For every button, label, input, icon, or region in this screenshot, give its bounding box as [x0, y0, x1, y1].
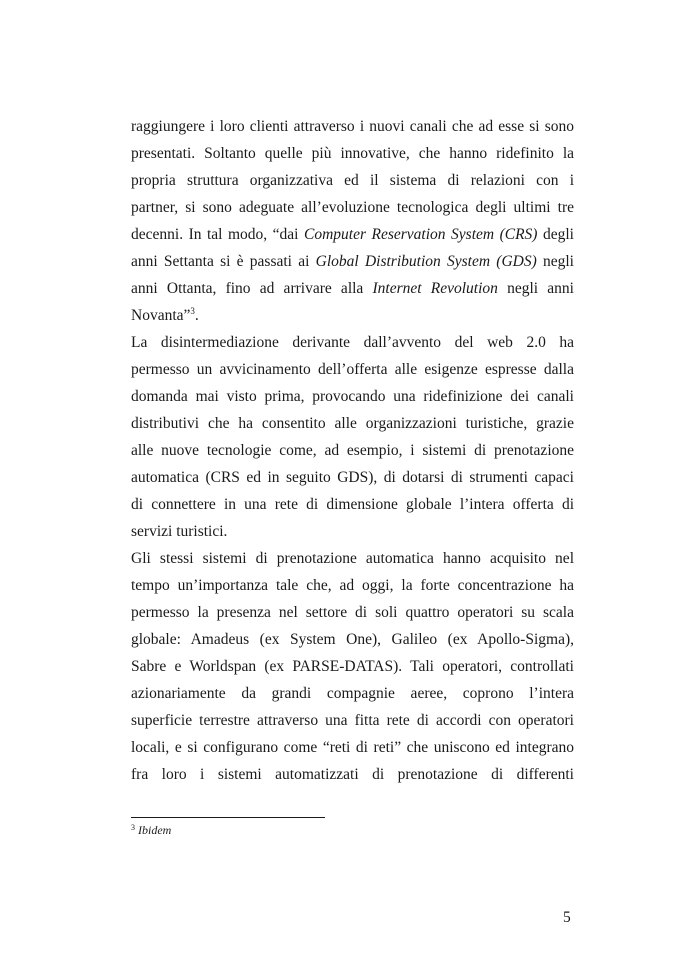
text-line: tempo un’importanza tale che, ad oggi, la forte concentrazione ha: [131, 577, 574, 594]
text-line: La disintermediazione derivante dall’avvento del web 2.0 ha: [131, 334, 574, 351]
footnote-text: Ibidem: [138, 823, 172, 837]
text-line: superficie terrestre attraverso una fitta rete di accordi con operatori: [131, 712, 574, 729]
page-number: 5: [563, 909, 571, 926]
footnote-number: 3: [131, 823, 135, 832]
text-line: decenni. In tal modo, “dai Computer Reservation System (CRS) degli: [131, 226, 574, 243]
text-line: distributivi che ha consentito alle organizzazioni turistiche, grazie: [131, 415, 574, 432]
text-line: locali, e si configurano come “reti di reti” che uniscono ed integrano: [131, 739, 574, 756]
text-line: Gli stessi sistemi di prenotazione automatica hanno acquisito nel: [131, 550, 574, 567]
text-line: partner, si sono adeguate all’evoluzione tecnologica degli ultimi tre: [131, 199, 574, 216]
text-line: Sabre e Worldspan (ex PARSE-DATAS). Tali operatori, controllati: [131, 658, 574, 675]
text-line: di connettere in una rete di dimensione globale l’intera offerta di: [131, 496, 574, 513]
text-line: raggiungere i loro clienti attraverso i nuovi canali che ad esse si sono: [131, 118, 574, 135]
text-line: anni Ottanta, fino ad arrivare alla Internet Revolution negli anni: [131, 280, 574, 297]
text-line: domanda mai visto prima, provocando una ridefinizione dei canali: [131, 388, 574, 405]
text-line: anni Settanta si è passati ai Global Distribution System (GDS) negli: [131, 253, 574, 270]
text-line: presentati. Soltanto quelle più innovative, che hanno ridefinito la: [131, 145, 574, 162]
text-line: permesso un avvicinamento dell’offerta alle esigenze espresse dalla: [131, 361, 574, 378]
text-line: permesso la presenza nel settore di soli quattro operatori su scala: [131, 604, 574, 621]
text-line: servizi turistici.: [131, 523, 228, 540]
text-line: alle nuove tecnologie come, ad esempio, i sistemi di prenotazione: [131, 442, 574, 459]
text-line: azionariamente da grandi compagnie aeree, coprono l’intera: [131, 685, 574, 702]
footnote-separator: [131, 817, 325, 818]
text-line: fra loro i sistemi automatizzati di prenotazione di differenti: [131, 766, 574, 783]
text-line: globale: Amadeus (ex System One), Galileo (ex Apollo-Sigma),: [131, 631, 574, 648]
text-line: propria struttura organizzativa ed il sistema di relazioni con i: [131, 172, 574, 189]
text-line: automatica (CRS ed in seguito GDS), di dotarsi di strumenti capaci: [131, 469, 574, 486]
body-text: [131, 113, 574, 788]
footnote: [131, 823, 171, 837]
text-line: Novanta”$^3$.: [131, 306, 199, 324]
footnote-reference: 3: [190, 306, 195, 316]
